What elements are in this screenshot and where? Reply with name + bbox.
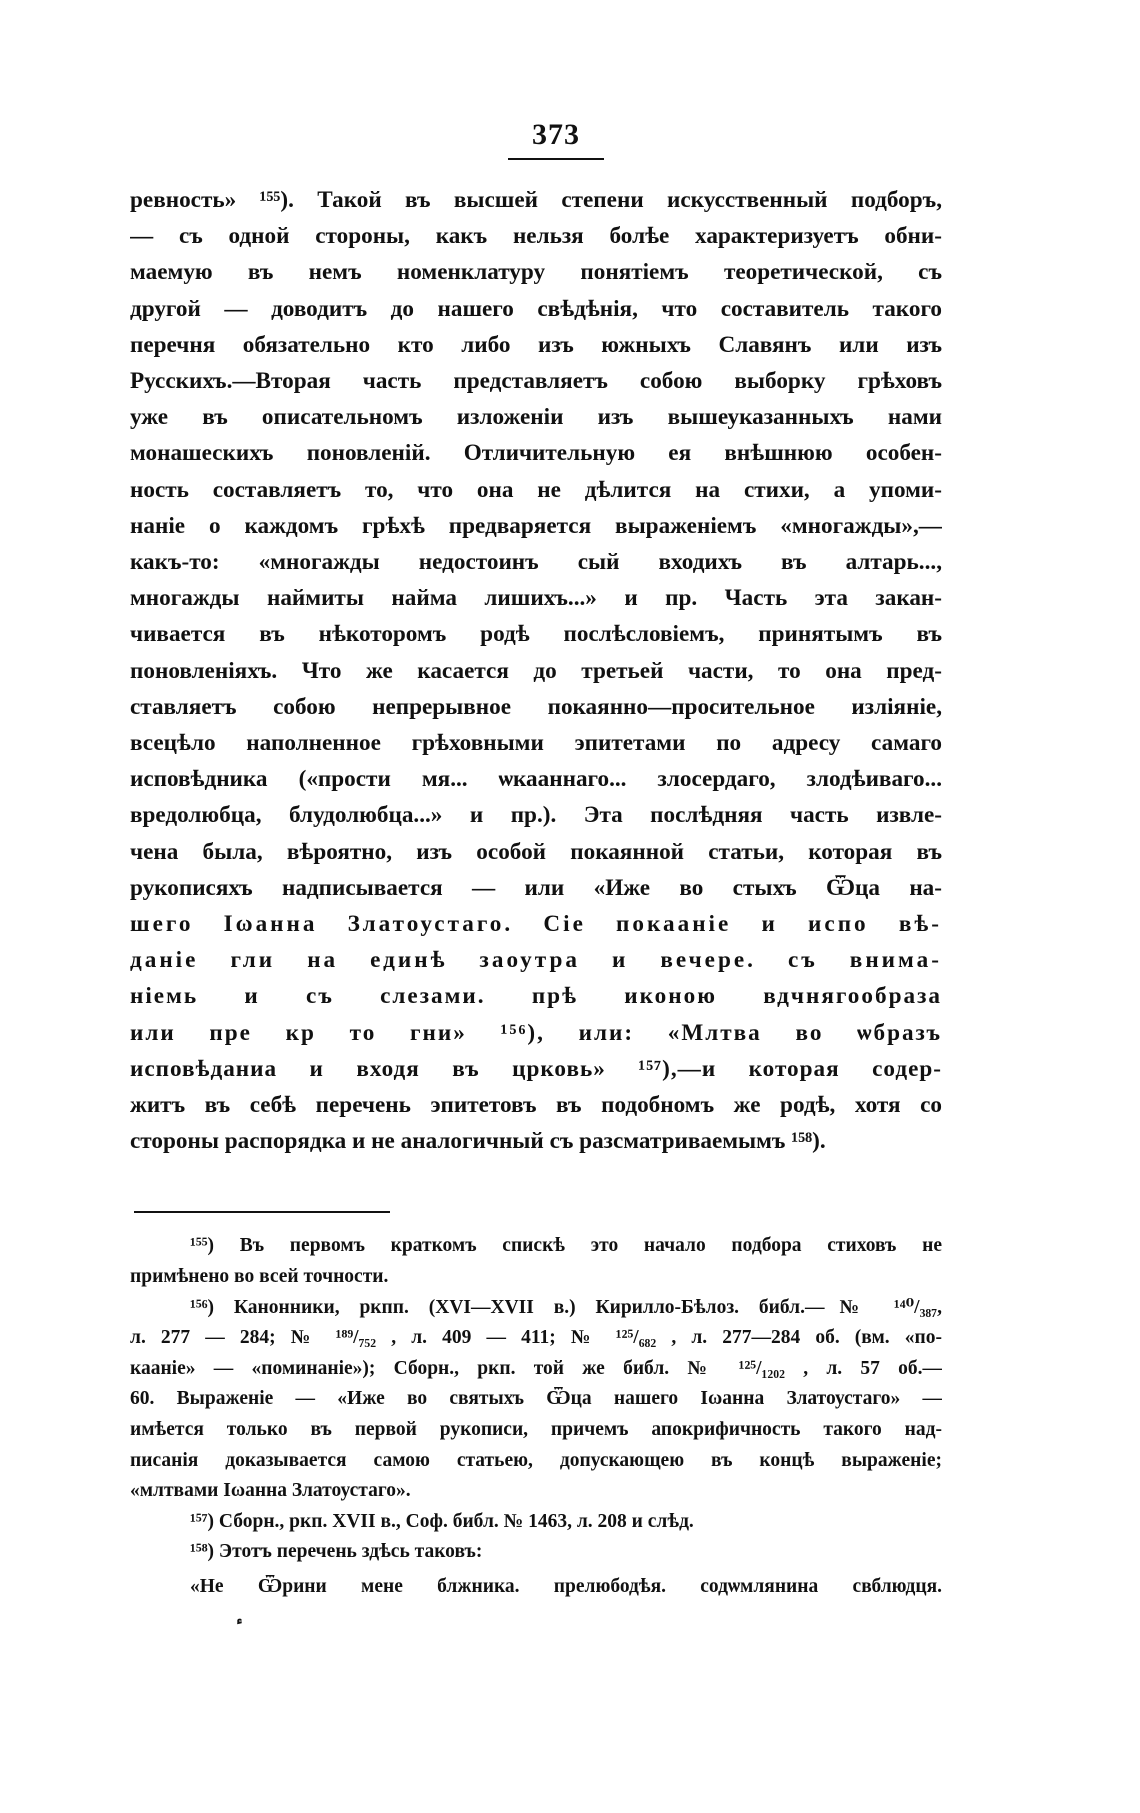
body-line: ставляетъ собою непрерывное покаянно—просительное изліяніе, <box>130 693 942 720</box>
page-number-underline <box>508 158 604 160</box>
footnote-156-line: ¹⁵⁶) Канонники, ркпп. (XVI—XVII в.) Кирилло-Бѣлоз. библ.—№ ¹⁴⁰/₃₈₇, <box>190 1296 942 1318</box>
footnote-quote-line: «Не Ѿрини мене блжника. прелюбодѣя. содѡмлянина свблюдця. <box>190 1576 942 1598</box>
footnote-separator <box>134 1211 390 1213</box>
body-line: чена была, вѣроятно, изъ особой покаянной статьи, которая въ <box>130 838 942 865</box>
body-line: шего Іωанна Златоустаго. Сіе покааніе и испо вѣ- <box>130 911 942 938</box>
body-line: уже въ описательномъ изложеніи изъ вышеуказанныхъ нами <box>130 404 942 431</box>
footnotes <box>130 1231 942 1602</box>
body-line: ревность» ¹⁵⁵). Такой въ высшей степени искусственный подборъ, <box>130 187 942 213</box>
footnote-155-line: ¹⁵⁵) Въ первомъ краткомъ спискѣ это начало подбора стиховъ не <box>190 1235 942 1257</box>
footnote-158-line: ¹⁵⁸) Этотъ перечень здѣсь таковъ: <box>190 1541 483 1563</box>
body-line: другой — доводитъ до нашего свѣдѣнія, что составитель такого <box>130 295 942 322</box>
body-text <box>130 182 942 1159</box>
body-line: вредолюбца, блудолюбца...» и пр.). Эта послѣдняя часть извле- <box>130 802 942 829</box>
body-line: рукописяхъ надписывается — или «Иже во стыхъ Ѿца на- <box>130 874 942 901</box>
body-line: монашескихъ поновленій. Отличительную ея внѣшнюю особен- <box>130 440 942 467</box>
body-line: наніе о каждомъ грѣхѣ предваряется выраженіемъ «многажды»,— <box>130 512 942 539</box>
body-line: поновленіяхъ. Что же касается до третьей части, то она пред- <box>130 657 942 684</box>
footnote-156-line: имѣется только въ первой рукописи, причемъ апокрифичность такого над- <box>130 1419 942 1441</box>
page-number: 373 <box>532 118 580 151</box>
body-line: Русскихъ.—Вторая часть представляетъ собою выборку грѣховъ <box>130 368 942 395</box>
body-line: многажды наймиты найма лишихъ...» и пр. Часть эта закан- <box>130 585 942 612</box>
body-line: даніе гли на единѣ заоутра и вечере. съ внима- <box>130 947 942 974</box>
body-line: стороны распорядка и не аналогичный съ разсматриваемымъ ¹⁵⁸). <box>130 1128 826 1155</box>
body-line: житъ въ себѣ перечень эпитетовъ въ подобномъ же родѣ, хотя со <box>130 1092 942 1119</box>
body-line: всецѣло наполненное грѣховными эпитетами по адресу самаго <box>130 730 942 757</box>
body-line: чивается въ нѣкоторомъ родѣ послѣсловіемъ, принятымъ въ <box>130 621 942 648</box>
footnote-156-line: «млтвами Іωанна Златоустаго». <box>130 1480 411 1502</box>
body-line: какъ-то: «многажды недостоинъ сый входихъ въ алтарь..., <box>130 549 942 576</box>
body-line: маемую въ немъ номенклатуру понятіемъ теоретической, съ <box>130 259 942 286</box>
body-line: или пре кр то гни» ¹⁵⁶), или: «Млтва во ѡбразъ <box>130 1019 942 1046</box>
body-line: — съ одной стороны, какъ нельзя болѣе характеризуетъ обни- <box>130 223 942 250</box>
body-line: ніемь и съ слезами. прѣ иконою вдчнягообраза <box>130 983 942 1010</box>
body-line: ность составляетъ то, что она не дѣлится на стихи, а упоми- <box>130 476 942 503</box>
footnote-156-line: кааніе» — «поминаніе»); Сборн., ркп. той же библ. № ¹²⁵/₁₂₀₂ , л. 57 об.— <box>130 1357 942 1379</box>
trailing-mark <box>234 1617 942 1643</box>
footnote-157-line: ¹⁵⁷) Сборн., ркп. XVII в., Соф. библ. № 1463, л. 208 и слѣд. <box>190 1510 694 1532</box>
footnote-155-line: примѣнено во всей точности. <box>130 1266 389 1288</box>
footnote-156-line: писанія доказывается самою статьею, допускающею въ концѣ выраженіе; <box>130 1449 942 1471</box>
footnote-156-line: л. 277 — 284; № ¹⁸⁹/₇₅₂ , л. 409 — 411; № ¹²⁵/₆₈₂ , л. 277—284 об. (вм. «по- <box>130 1327 942 1349</box>
body-line: исповѣдника («прости мя... ѡкааннаго... злосердаго, злодѣиваго... <box>130 766 942 793</box>
body-line: исповѣданиа и входя въ црковь» ¹⁵⁷),—и которая содер- <box>130 1055 942 1082</box>
body-line: перечня обязательно кто либо изъ южныхъ Славянъ или изъ <box>130 331 942 358</box>
document-page <box>130 118 942 1643</box>
footnote-156-line: 60. Выраженіе — «Иже во святыхъ Ѿца нашего Іωанна Златоустаго» — <box>130 1388 942 1410</box>
